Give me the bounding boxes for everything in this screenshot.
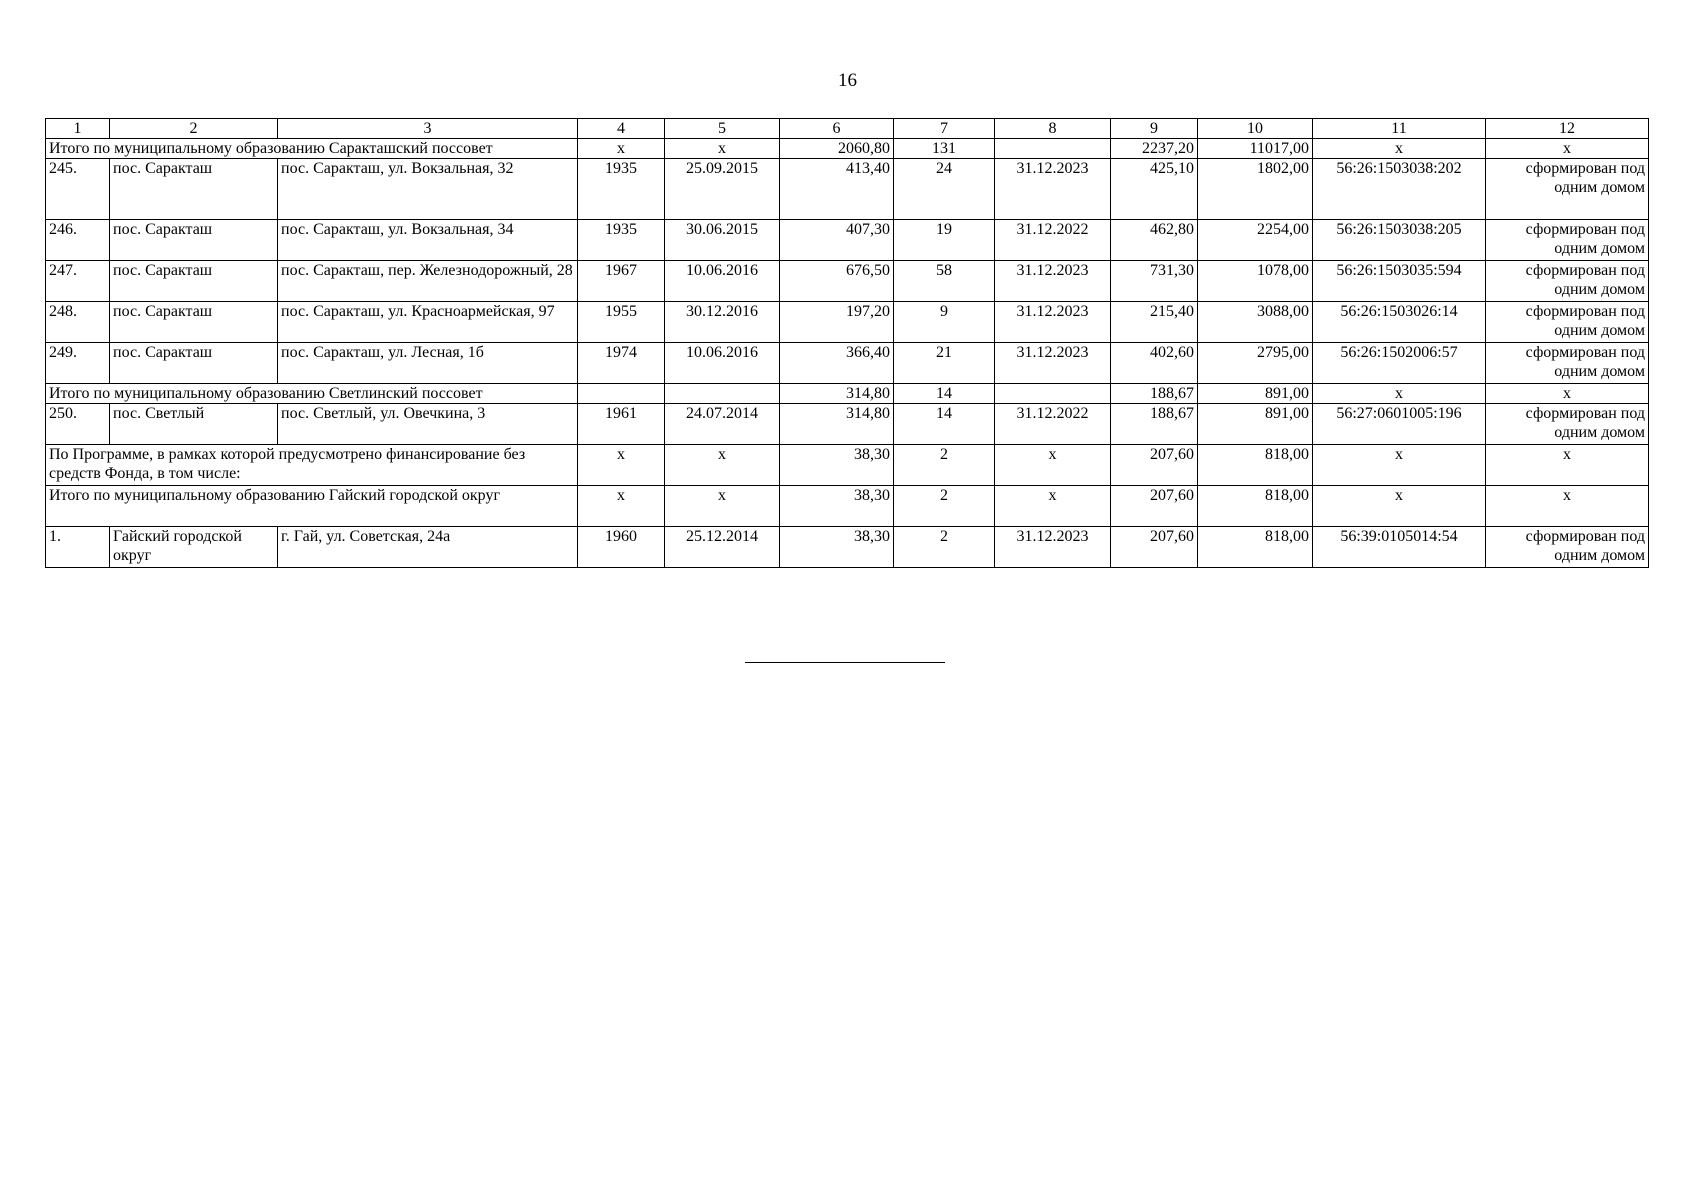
cell-c9: 731,30: [1111, 261, 1198, 302]
cell-c8: x: [995, 445, 1111, 486]
column-header: 3: [278, 119, 578, 139]
table-row: [46, 404, 1649, 445]
cell-c5: x: [665, 445, 780, 486]
cell-c12: x: [1486, 486, 1649, 527]
cell-c11: 56:26:1502006:57: [1313, 343, 1486, 384]
cell-c9: 207,60: [1111, 486, 1198, 527]
cell-num: 250.: [46, 404, 110, 445]
cell-c7: 2: [894, 527, 995, 568]
cell-c12: сформирован под одним домом: [1486, 302, 1649, 343]
cell-c4: 1955: [578, 302, 665, 343]
cell-c10: 1802,00: [1198, 159, 1313, 220]
cell-c6: 407,30: [780, 220, 894, 261]
cell-c5: x: [665, 139, 780, 159]
cell-c12: сформирован под одним домом: [1486, 261, 1649, 302]
cell-c3: г. Гай, ул. Советская, 24а: [278, 527, 578, 568]
cell-label: По Программе, в рамках которой предусмотрено финансирование без средств Фонда, в том числе:: [46, 445, 578, 486]
cell-c3: пос. Саракташ, ул. Лесная, 1б: [278, 343, 578, 384]
table-row: [46, 220, 1649, 261]
cell-c10: 818,00: [1198, 486, 1313, 527]
page-number: 16: [838, 70, 857, 91]
table-row: [46, 343, 1649, 384]
cell-c6: 38,30: [780, 445, 894, 486]
cell-c6: 38,30: [780, 527, 894, 568]
cell-c9: 207,60: [1111, 445, 1198, 486]
cell-c3: пос. Саракташ, ул. Вокзальная, 34: [278, 220, 578, 261]
cell-c5: 10.06.2016: [665, 343, 780, 384]
cell-c8: 31.12.2023: [995, 159, 1111, 220]
cell-c7: 2: [894, 486, 995, 527]
cell-c2: пос. Саракташ: [110, 159, 278, 220]
cell-c12: сформирован под одним домом: [1486, 159, 1649, 220]
cell-c9: 188,67: [1111, 384, 1198, 404]
table-row: [46, 261, 1649, 302]
cell-c4: x: [578, 445, 665, 486]
cell-c8: x: [995, 486, 1111, 527]
cell-c8: 31.12.2022: [995, 220, 1111, 261]
cell-num: 248.: [46, 302, 110, 343]
cell-c7: 14: [894, 384, 995, 404]
column-header: 8: [995, 119, 1111, 139]
table-row: [46, 302, 1649, 343]
cell-c2: пос. Саракташ: [110, 343, 278, 384]
cell-c9: 188,67: [1111, 404, 1198, 445]
cell-c7: 2: [894, 445, 995, 486]
cell-c7: 14: [894, 404, 995, 445]
cell-c5: [665, 384, 780, 404]
cell-c4: 1974: [578, 343, 665, 384]
cell-c12: сформирован под одним домом: [1486, 404, 1649, 445]
column-header: 2: [110, 119, 278, 139]
cell-c8: 31.12.2022: [995, 404, 1111, 445]
cell-c6: 2060,80: [780, 139, 894, 159]
column-header: 7: [894, 119, 995, 139]
cell-c5: 30.12.2016: [665, 302, 780, 343]
cell-c6: 314,80: [780, 404, 894, 445]
column-header: 9: [1111, 119, 1198, 139]
cell-c11: 56:26:1503026:14: [1313, 302, 1486, 343]
cell-c3: пос. Саракташ, ул. Вокзальная, 32: [278, 159, 578, 220]
cell-num: 247.: [46, 261, 110, 302]
cell-c6: 314,80: [780, 384, 894, 404]
cell-c4: 1961: [578, 404, 665, 445]
cell-num: 245.: [46, 159, 110, 220]
cell-c8: 31.12.2023: [995, 302, 1111, 343]
table-row: [46, 527, 1649, 568]
cell-c7: 24: [894, 159, 995, 220]
cell-c12: сформирован под одним домом: [1486, 220, 1649, 261]
cell-c9: 462,80: [1111, 220, 1198, 261]
end-rule: [745, 662, 945, 663]
cell-c5: 10.06.2016: [665, 261, 780, 302]
cell-c5: 30.06.2015: [665, 220, 780, 261]
cell-c11: 56:39:0105014:54: [1313, 527, 1486, 568]
cell-c7: 21: [894, 343, 995, 384]
cell-c12: x: [1486, 445, 1649, 486]
column-header: 10: [1198, 119, 1313, 139]
cell-c8: 31.12.2023: [995, 527, 1111, 568]
cell-c8: [995, 139, 1111, 159]
column-header: 4: [578, 119, 665, 139]
cell-c2: пос. Саракташ: [110, 302, 278, 343]
cell-c10: 818,00: [1198, 445, 1313, 486]
cell-c11: x: [1313, 445, 1486, 486]
cell-c11: 56:26:1503035:594: [1313, 261, 1486, 302]
cell-c8: [995, 384, 1111, 404]
cell-c12: сформирован под одним домом: [1486, 343, 1649, 384]
cell-c10: 2254,00: [1198, 220, 1313, 261]
cell-c7: 58: [894, 261, 995, 302]
cell-c12: сформирован под одним домом: [1486, 527, 1649, 568]
cell-num: 249.: [46, 343, 110, 384]
cell-c5: 24.07.2014: [665, 404, 780, 445]
subtotal-row: [46, 139, 1649, 159]
cell-c6: 197,20: [780, 302, 894, 343]
cell-c8: 31.12.2023: [995, 261, 1111, 302]
cell-label: Итого по муниципальному образованию Светлинский поссовет: [46, 384, 578, 404]
subtotal-row: [46, 445, 1649, 486]
cell-c2: пос. Саракташ: [110, 261, 278, 302]
cell-c2: Гайский городской округ: [110, 527, 278, 568]
table-row: [46, 159, 1649, 220]
cell-c6: 676,50: [780, 261, 894, 302]
subtotal-row: [46, 384, 1649, 404]
cell-c11: 56:26:1503038:202: [1313, 159, 1486, 220]
cell-c7: 19: [894, 220, 995, 261]
cell-label: Итого по муниципальному образованию Саракташский поссовет: [46, 139, 578, 159]
cell-c9: 2237,20: [1111, 139, 1198, 159]
cell-c9: 402,60: [1111, 343, 1198, 384]
cell-c4: x: [578, 486, 665, 527]
cell-c5: 25.12.2014: [665, 527, 780, 568]
cell-c6: 366,40: [780, 343, 894, 384]
column-header: 12: [1486, 119, 1649, 139]
column-header: 5: [665, 119, 780, 139]
cell-c3: пос. Саракташ, пер. Железнодорожный, 28: [278, 261, 578, 302]
cell-c9: 425,10: [1111, 159, 1198, 220]
cell-c2: пос. Саракташ: [110, 220, 278, 261]
cell-label: Итого по муниципальному образованию Гайский городской округ: [46, 486, 578, 527]
column-header: 1: [46, 119, 110, 139]
cell-c7: 9: [894, 302, 995, 343]
cell-c11: x: [1313, 384, 1486, 404]
cell-c5: 25.09.2015: [665, 159, 780, 220]
cell-c11: 56:26:1503038:205: [1313, 220, 1486, 261]
cell-c6: 413,40: [780, 159, 894, 220]
cell-c4: 1935: [578, 159, 665, 220]
cell-c12: x: [1486, 139, 1649, 159]
cell-c4: x: [578, 139, 665, 159]
cell-c8: 31.12.2023: [995, 343, 1111, 384]
cell-c12: x: [1486, 384, 1649, 404]
cell-c11: x: [1313, 139, 1486, 159]
column-number-row: [46, 119, 1649, 139]
cell-c4: 1967: [578, 261, 665, 302]
cell-c11: x: [1313, 486, 1486, 527]
cell-c4: [578, 384, 665, 404]
cell-c4: 1935: [578, 220, 665, 261]
subtotal-row: [46, 486, 1649, 527]
cell-num: 246.: [46, 220, 110, 261]
housing-registry-table: [45, 118, 1649, 568]
cell-c10: 891,00: [1198, 384, 1313, 404]
cell-c9: 207,60: [1111, 527, 1198, 568]
cell-c10: 3088,00: [1198, 302, 1313, 343]
cell-c10: 1078,00: [1198, 261, 1313, 302]
cell-c6: 38,30: [780, 486, 894, 527]
column-header: 11: [1313, 119, 1486, 139]
cell-c10: 891,00: [1198, 404, 1313, 445]
cell-c3: пос. Саракташ, ул. Красноармейская, 97: [278, 302, 578, 343]
cell-c10: 818,00: [1198, 527, 1313, 568]
cell-c10: 11017,00: [1198, 139, 1313, 159]
cell-c9: 215,40: [1111, 302, 1198, 343]
column-header: 6: [780, 119, 894, 139]
cell-c5: x: [665, 486, 780, 527]
cell-c3: пос. Светлый, ул. Овечкина, 3: [278, 404, 578, 445]
cell-num: 1.: [46, 527, 110, 568]
cell-c10: 2795,00: [1198, 343, 1313, 384]
cell-c7: 131: [894, 139, 995, 159]
cell-c11: 56:27:0601005:196: [1313, 404, 1486, 445]
cell-c2: пос. Светлый: [110, 404, 278, 445]
cell-c4: 1960: [578, 527, 665, 568]
